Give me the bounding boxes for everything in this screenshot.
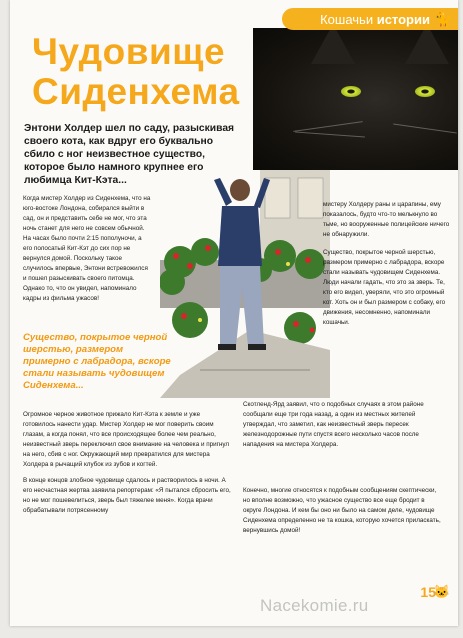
cat-face-icon: 🐱 [433,584,450,599]
section-title [320,12,430,27]
magazine-page [10,0,458,626]
cat-eye-right [415,86,435,97]
section-prefix: Кошачьи [320,12,374,27]
column-3-text: Скотленд-Ярд заявил, что о подобных случаях в этом районе сообщали еще три года назад, а один из местных жителей утверждал, что заметил, как неизвестный зверь пересек железнодорожные пути спустя всего несколько часов после нападения на мистера Холдера. [243,401,424,448]
garden-illustration [160,170,330,398]
page-number: 15 [420,584,436,600]
lower-left-text [23,410,231,516]
column-4-text: Конечно, многие относятся к подобным сообщениям скептически, но вполне возможно, что ужасное существо все еще бродит в округе Лондона. И кем бы оно ни было на самом деле, чудовище Сиденхема определенно не та кошка, которую хочется приласкать, вернувшись домой! [243,487,441,534]
section-word: истории [376,12,430,27]
whisker [393,124,457,134]
lower-left-paragraph-2: В конце концов злобное чудовище сдалось и растворилось в ночи. А его несчастная жертва заявила репортерам: «Я пытался сбросить его, но не мог пошевелиться, зверь был тяжелее меня». Когда врачи обрабатывали потрясенному [23,477,231,514]
title-line-2: Сиденхема [32,71,240,112]
cat-silhouette-icon: 🐈 [434,11,452,27]
column-2-text [323,200,453,328]
lower-left-paragraph-1: Огромное черное животное прижало Кит-Кэта к земле и уже готовилось нанести удар. Мистер Холдер не мог поверить своим глазам, а когда понял, что все происходящее более чем реально, неизвестный зверь переключил свое внимание на человека и пригнул на него, сбив с ног. Окружающий мир превратился для мистера Холдера в рычащий клубок из зубов и когтей. [23,411,230,468]
column-1-text: Когда мистер Холдер из Сиденхема, что на юго-востоке Лондона, собирался выйти в сад, он и представить себе не мог, что эта ночь станет для него не совсем обычной. На часах было почти 2:15 пополуночи, а его полосатый Кит-Кэт до сих пор не вернулся домой. Поскольку такое случилось впервые, Энтони встревожился и пошел разыскивать своего питомца. Однако то, что он увидел, напоминало кадры из фильма ужасов! [23,195,151,302]
whisker [295,132,365,138]
cat-eye-left [341,86,361,97]
black-cat-photo [253,28,458,170]
cat-ear-left [311,28,355,64]
column-2-paragraph-1: мистеру Холдеру раны и царапины, ему показалось, будто что-то мелькнуло во тьме, но вооруженные полицейские ничего не обнаружили. [323,201,450,238]
whisker [293,121,362,132]
pull-quote: Существо, покрытое черной шерстью, размером примерно с лабрадора, вскоре стали называть чудовищем Сиденхема... [23,332,171,391]
column-2-paragraph-2: Существо, покрытое черной шерстью, размером примерно с лабрадора, вскоре стали называть чудовищем Сиденхема. Люди начали гадать, что это за зверь. Те, кто его видел, уверяли, что это огромный кот. Хоть он и был размером с собаку, его движения, несомненно, напоминали кошачьи. [323,249,446,326]
section-header-bar [282,8,458,30]
title-line-1: Чудовище [32,31,226,72]
article-title [32,32,240,112]
intro-paragraph: Энтони Холдер шел по саду, разыскивая своего кота, как вдруг его буквально сбило с ног неизвестное существо, которое было намного крупнее его любимца Кит-Кэта... [24,123,235,186]
watermark: Nacekomie.ru [260,596,369,615]
cat-ear-right [405,28,449,64]
